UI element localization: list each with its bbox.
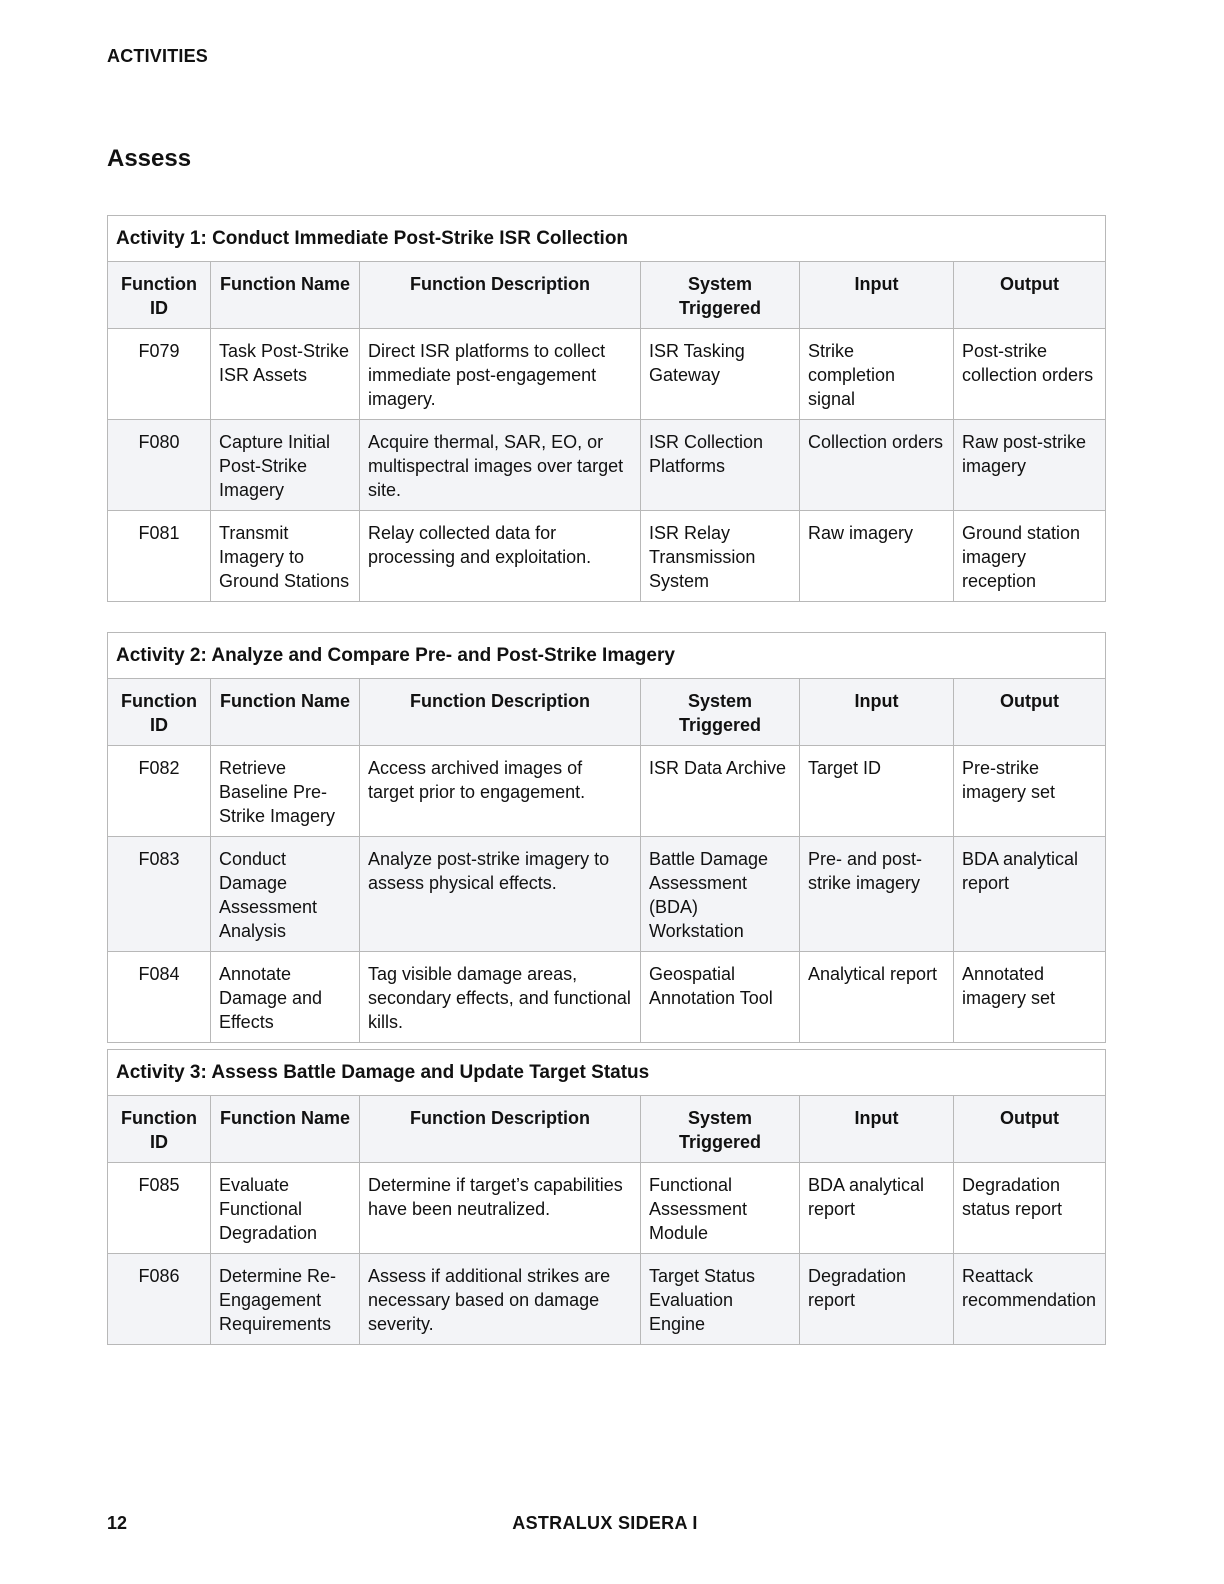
column-header-input: Input — [800, 262, 954, 329]
function-id-cell: F084 — [108, 952, 211, 1043]
table-row — [108, 511, 1106, 602]
column-header-output: Output — [954, 262, 1106, 329]
column-header-function-id: Function ID — [108, 262, 211, 329]
system-triggered-cell: Geospatial Annotation Tool — [641, 952, 800, 1043]
column-header-function-description: Function Description — [360, 1096, 641, 1163]
function-description-cell: Assess if additional strikes are necessary based on damage severity. — [360, 1254, 641, 1345]
column-header-function-name: Function Name — [211, 1096, 360, 1163]
function-name-cell: Retrieve Baseline Pre-Strike Imagery — [211, 746, 360, 837]
function-id-cell: F086 — [108, 1254, 211, 1345]
column-header-output: Output — [954, 1096, 1106, 1163]
output-cell: Reattack recommendation — [954, 1254, 1106, 1345]
system-triggered-cell: Target Status Evaluation Engine — [641, 1254, 800, 1345]
function-name-cell: Transmit Imagery to Ground Stations — [211, 511, 360, 602]
output-cell: Pre-strike imagery set — [954, 746, 1106, 837]
function-name-cell: Conduct Damage Assessment Analysis — [211, 837, 360, 952]
activity-title: Activity 1: Conduct Immediate Post-Strike ISR Collection — [108, 216, 1106, 262]
activity-table-1 — [107, 215, 1106, 602]
function-id-cell: F083 — [108, 837, 211, 952]
table-row — [108, 1163, 1106, 1254]
page-number: 12 — [107, 1513, 128, 1533]
system-triggered-cell: ISR Relay Transmission System — [641, 511, 800, 602]
input-cell: Analytical report — [800, 952, 954, 1043]
activity-table-3 — [107, 1049, 1106, 1345]
system-triggered-cell: ISR Data Archive — [641, 746, 800, 837]
section-label: ACTIVITIES — [107, 46, 209, 66]
input-cell: Target ID — [800, 746, 954, 837]
column-header-system-triggered: System Triggered — [641, 262, 800, 329]
table-row — [108, 329, 1106, 420]
output-cell: Annotated imagery set — [954, 952, 1106, 1043]
function-description-cell: Analyze post-strike imagery to assess physical effects. — [360, 837, 641, 952]
output-cell: BDA analytical report — [954, 837, 1106, 952]
system-triggered-cell: Functional Assessment Module — [641, 1163, 800, 1254]
table-row — [108, 952, 1106, 1043]
function-id-cell: F082 — [108, 746, 211, 837]
column-header-function-id: Function ID — [108, 679, 211, 746]
column-header-function-description: Function Description — [360, 262, 641, 329]
function-description-cell: Direct ISR platforms to collect immediate post-engagement imagery. — [360, 329, 641, 420]
function-name-cell: Capture Initial Post-Strike Imagery — [211, 420, 360, 511]
activity-title: Activity 2: Analyze and Compare Pre- and Post-Strike Imagery — [108, 633, 1106, 679]
column-header-output: Output — [954, 679, 1106, 746]
function-id-cell: F081 — [108, 511, 211, 602]
output-cell: Raw post-strike imagery — [954, 420, 1106, 511]
system-triggered-cell: ISR Tasking Gateway — [641, 329, 800, 420]
activity-table-2 — [107, 632, 1106, 1043]
function-description-cell: Tag visible damage areas, secondary effects, and functional kills. — [360, 952, 641, 1043]
function-description-cell: Determine if target’s capabilities have been neutralized. — [360, 1163, 641, 1254]
function-description-cell: Access archived images of target prior to engagement. — [360, 746, 641, 837]
system-triggered-cell: Battle Damage Assessment (BDA) Workstation — [641, 837, 800, 952]
output-cell: Post-strike collection orders — [954, 329, 1106, 420]
function-id-cell: F085 — [108, 1163, 211, 1254]
function-id-cell: F080 — [108, 420, 211, 511]
output-cell: Degradation status report — [954, 1163, 1106, 1254]
column-header-system-triggered: System Triggered — [641, 1096, 800, 1163]
input-cell: Strike completion signal — [800, 329, 954, 420]
table-row — [108, 1254, 1106, 1345]
table-row — [108, 420, 1106, 511]
input-cell: BDA analytical report — [800, 1163, 954, 1254]
column-header-function-id: Function ID — [108, 1096, 211, 1163]
column-header-function-name: Function Name — [211, 679, 360, 746]
column-header-function-name: Function Name — [211, 262, 360, 329]
input-cell: Raw imagery — [800, 511, 954, 602]
input-cell: Collection orders — [800, 420, 954, 511]
column-header-input: Input — [800, 1096, 954, 1163]
activity-title: Activity 3: Assess Battle Damage and Update Target Status — [108, 1050, 1106, 1096]
output-cell: Ground station imagery reception — [954, 511, 1106, 602]
page-title: Assess — [107, 145, 192, 172]
function-name-cell: Annotate Damage and Effects — [211, 952, 360, 1043]
function-name-cell: Determine Re-Engagement Requirements — [211, 1254, 360, 1345]
system-triggered-cell: ISR Collection Platforms — [641, 420, 800, 511]
column-header-function-description: Function Description — [360, 679, 641, 746]
function-name-cell: Task Post-Strike ISR Assets — [211, 329, 360, 420]
function-description-cell: Acquire thermal, SAR, EO, or multispectral images over target site. — [360, 420, 641, 511]
function-id-cell: F079 — [108, 329, 211, 420]
column-header-input: Input — [800, 679, 954, 746]
footer-brand: ASTRALUX SIDERA I — [512, 1513, 698, 1533]
function-description-cell: Relay collected data for processing and exploitation. — [360, 511, 641, 602]
input-cell: Pre- and post-strike imagery — [800, 837, 954, 952]
input-cell: Degradation report — [800, 1254, 954, 1345]
column-header-system-triggered: System Triggered — [641, 679, 800, 746]
function-name-cell: Evaluate Functional Degradation — [211, 1163, 360, 1254]
table-row — [108, 837, 1106, 952]
table-row — [108, 746, 1106, 837]
